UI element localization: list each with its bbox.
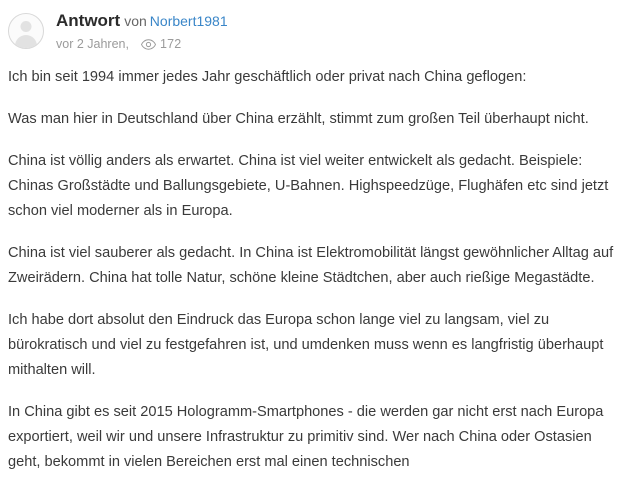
paragraph: Ich habe dort absolut den Eindruck das Europa schon lange viel zu langsam, viel zu bürokratisch und viel zu festgefahren ist, und umdenken muss wenn es langfristig überhaupt mithalten will. <box>8 312 604 378</box>
views-count: 172 <box>159 37 182 51</box>
answer-timestamp: vor 2 Jahren, <box>56 37 129 51</box>
answer-label: Antwort <box>56 11 121 30</box>
answer-by-word: von <box>124 13 147 29</box>
paragraph: Ich bin seit 1994 immer jedes Jahr geschäftlich oder privat nach China geflogen: <box>8 69 527 85</box>
answer-author-link[interactable]: Norbert1981 <box>149 13 228 29</box>
paragraph: Was man hier in Deutschland über China erzählt, stimmt zum großen Teil überhaupt nicht. <box>8 111 589 127</box>
avatar-head-shape <box>21 21 32 32</box>
answer-header-text <box>56 10 228 51</box>
paragraph: China ist völlig anders als erwartet. China ist viel weiter entwickelt als gedacht. Beispiele: Chinas Großstädte und Ballungsgebiete, U-Bahnen. Highspeedzüge, Flughäfen etc sind jetzt schon viel moderner als in Europa. <box>8 153 609 219</box>
avatar[interactable] <box>8 13 44 49</box>
answer-header <box>0 0 631 51</box>
answer-title-line <box>56 11 228 32</box>
paragraph: China ist viel sauberer als gedacht. In China ist Elektromobilität längst gewöhnlicher Alltag auf Zweirädern. China hat tolle Natur, schöne kleine Städtchen, aber auch rießige Megastädte. <box>8 245 614 286</box>
answer-body <box>0 65 631 475</box>
avatar-body-shape <box>15 35 37 49</box>
eye-icon <box>141 39 156 50</box>
answer-meta <box>56 37 228 51</box>
paragraph: In China gibt es seit 2015 Hologramm-Smartphones - die werden gar nicht erst nach Europa exportiert, weil wir und unsere Infrastruktur zu primitiv sind. Wer nach China oder Ostasien geht, bekommt in vielen Bereichen erst mal einen technischen <box>8 404 604 470</box>
